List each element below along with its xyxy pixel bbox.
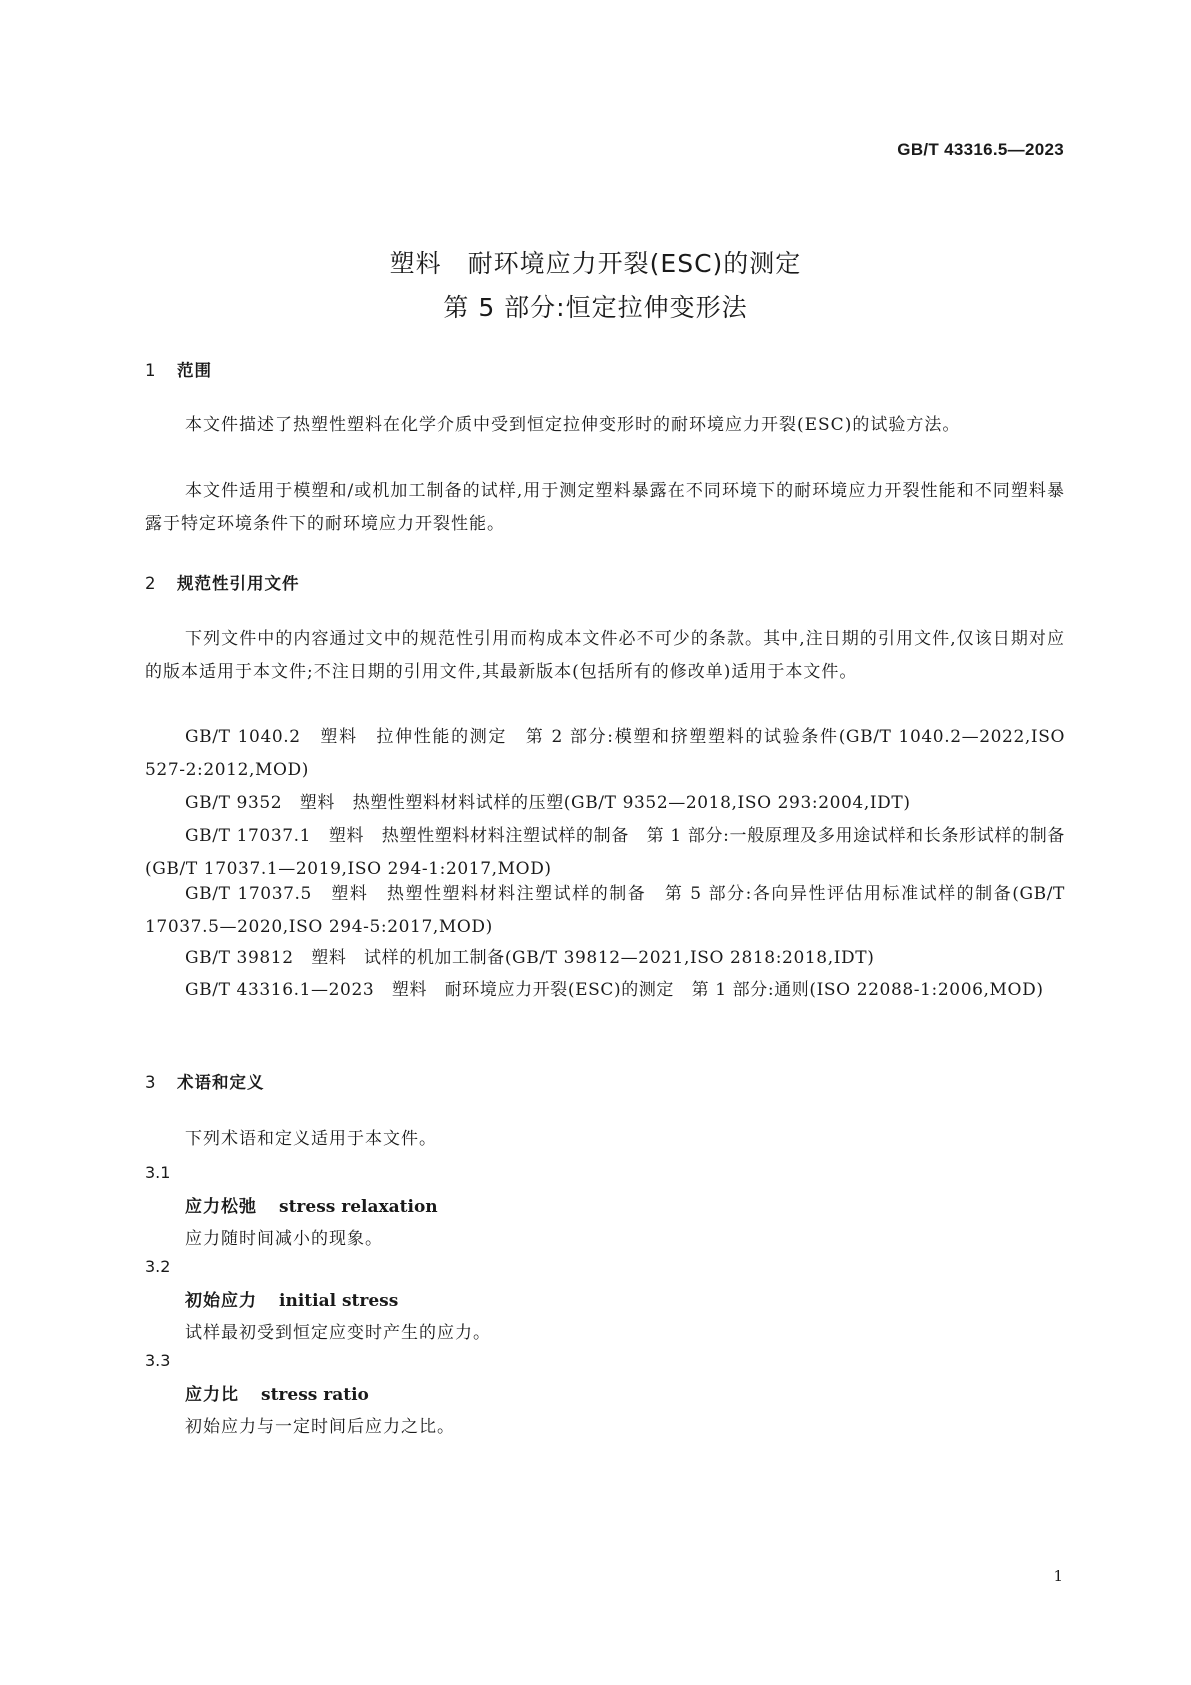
term-entry bbox=[185, 1286, 398, 1311]
section-title: 规范性引用文件 bbox=[177, 574, 300, 593]
term-en: initial stress bbox=[279, 1291, 399, 1311]
term-en: stress relaxation bbox=[279, 1197, 438, 1217]
paragraph: 本文件适用于模塑和/或机加工制备的试样,用于测定塑料暴露在不同环境下的耐环境应力开裂性能和不同塑料暴露于特定环境条件下的耐环境应力开裂性能。 bbox=[145, 481, 1065, 534]
section-number: 3 bbox=[145, 1073, 157, 1092]
standard-code: GB/T 43316.5—2023 bbox=[897, 140, 1064, 159]
term-en: stress ratio bbox=[261, 1385, 369, 1405]
normative-reference: GB/T 17037.5 塑料 热塑性塑料材料注塑试样的制备 第 5 部分:各向异性评估用标准试样的制备(GB/T 17037.5—2020,ISO 294-5:2017,MOD) bbox=[145, 884, 1065, 937]
term-zh: 应力比 bbox=[185, 1385, 239, 1405]
section-title: 术语和定义 bbox=[177, 1073, 265, 1092]
normative-reference: GB/T 9352 塑料 热塑性塑料材料试样的压塑(GB/T 9352—2018,ISO 293:2004,IDT) bbox=[185, 793, 911, 813]
term-definition: 初始应力与一定时间后应力之比。 bbox=[185, 1417, 455, 1437]
term-number: 3.3 bbox=[145, 1351, 171, 1370]
document-title bbox=[0, 242, 1191, 330]
term-definition: 应力随时间减小的现象。 bbox=[185, 1229, 383, 1249]
paragraph: 本文件描述了热塑性塑料在化学介质中受到恒定拉伸变形时的耐环境应力开裂(ESC)的试验方法。 bbox=[185, 415, 961, 435]
section-3-heading bbox=[145, 1069, 265, 1093]
term-entry bbox=[185, 1380, 369, 1405]
section-number: 1 bbox=[145, 361, 157, 380]
term-number: 3.1 bbox=[145, 1163, 171, 1182]
section-number: 2 bbox=[145, 574, 157, 593]
section-1-heading bbox=[145, 357, 212, 381]
term-number: 3.2 bbox=[145, 1257, 171, 1276]
normative-reference: GB/T 1040.2 塑料 拉伸性能的测定 第 2 部分:模塑和挤塑塑料的试验条件(GB/T 1040.2—2022,ISO 527-2:2012,MOD) bbox=[145, 727, 1065, 780]
page-number: 1 bbox=[1053, 1567, 1063, 1585]
term-zh: 应力松弛 bbox=[185, 1197, 257, 1217]
paragraph: 下列术语和定义适用于本文件。 bbox=[185, 1129, 437, 1149]
title-line-2: 第 5 部分:恒定拉伸变形法 bbox=[443, 293, 748, 322]
paragraph: 下列文件中的内容通过文中的规范性引用而构成本文件必不可少的条款。其中,注日期的引用文件,仅该日期对应的版本适用于本文件;不注日期的引用文件,其最新版本(包括所有的修改单)适用于本文件。 bbox=[145, 629, 1065, 682]
section-2-heading bbox=[145, 570, 300, 594]
section-title: 范围 bbox=[177, 361, 212, 380]
normative-reference: GB/T 17037.1 塑料 热塑性塑料材料注塑试样的制备 第 1 部分:一般原理及多用途试样和长条形试样的制备(GB/T 17037.1—2019,ISO 294-1:2017,MOD) bbox=[145, 826, 1065, 879]
normative-reference: GB/T 43316.1—2023 塑料 耐环境应力开裂(ESC)的测定 第 1 部分:通则(ISO 22088-1:2006,MOD) bbox=[185, 980, 1044, 1000]
normative-reference: GB/T 39812 塑料 试样的机加工制备(GB/T 39812—2021,ISO 2818:2018,IDT) bbox=[185, 948, 875, 968]
title-line-1: 塑料 耐环境应力开裂(ESC)的测定 bbox=[389, 249, 802, 278]
term-zh: 初始应力 bbox=[185, 1291, 257, 1311]
term-entry bbox=[185, 1192, 438, 1217]
term-definition: 试样最初受到恒定应变时产生的应力。 bbox=[185, 1323, 491, 1343]
